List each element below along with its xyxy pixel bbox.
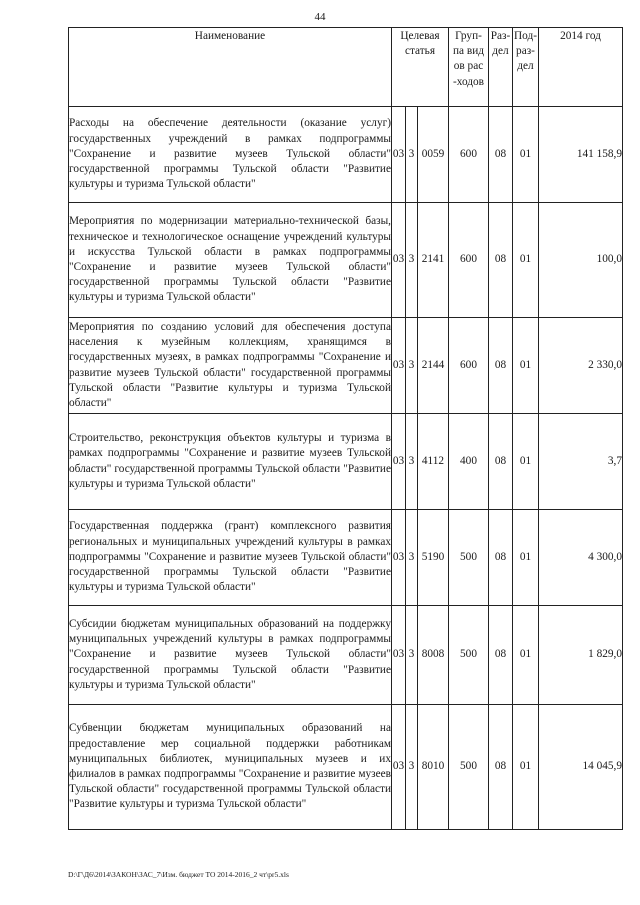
row-name: Расходы на обеспечение деятельности (оказание услуг) государственных учреждений в рамках подпрограммы "Сохранение и развитие музеев Тульской области" государственной программы Тульской области "Развитие культуры и туризма Тульской области" — [69, 107, 392, 203]
row-amount: 100,0 — [539, 203, 623, 318]
row-subsection: 01 — [513, 414, 539, 510]
row-direction-code: 5190 — [418, 510, 449, 606]
header-target-article: Целевая статья — [392, 28, 449, 107]
row-subsection: 01 — [513, 510, 539, 606]
row-subprogram-code: 3 — [406, 414, 418, 510]
row-section: 08 — [489, 107, 513, 203]
row-amount: 2 330,0 — [539, 318, 623, 414]
row-name: Субвенции бюджетам муниципальных образований на предоставление мер социальной поддержки работникам муниципальных библиотек, муниципальных музеев и их филиалов в рамках подпрограммы "Сохранение и развитие музеев Тульской области" государственной программы Тульской области "Развитие культуры и туризма Тульской области" — [69, 705, 392, 830]
table-row — [69, 705, 623, 830]
row-program-code: 03 — [392, 318, 406, 414]
row-expense-group: 600 — [449, 107, 489, 203]
header-expense-group: Груп-па видов рас-ходов — [449, 28, 489, 107]
row-expense-group: 600 — [449, 318, 489, 414]
row-direction-code: 8010 — [418, 705, 449, 830]
row-expense-group: 500 — [449, 510, 489, 606]
row-program-code: 03 — [392, 705, 406, 830]
row-subsection: 01 — [513, 107, 539, 203]
row-section: 08 — [489, 510, 513, 606]
row-subsection: 01 — [513, 705, 539, 830]
row-program-code: 03 — [392, 510, 406, 606]
row-section: 08 — [489, 705, 513, 830]
row-subsection: 01 — [513, 606, 539, 705]
row-section: 08 — [489, 318, 513, 414]
row-program-code: 03 — [392, 414, 406, 510]
row-amount: 141 158,9 — [539, 107, 623, 203]
row-expense-group: 500 — [449, 606, 489, 705]
row-direction-code: 0059 — [418, 107, 449, 203]
row-direction-code: 2144 — [418, 318, 449, 414]
table-row — [69, 318, 623, 414]
row-name: Субсидии бюджетам муниципальных образований на поддержку муниципальных учреждений культуры в рамках подпрограммы "Сохранение и развитие музеев Тульской области" государственной программы Тульской области "Развитие культуры и туризма Тульской области" — [69, 606, 392, 705]
row-direction-code: 8008 — [418, 606, 449, 705]
row-program-code: 03 — [392, 606, 406, 705]
row-expense-group: 500 — [449, 705, 489, 830]
row-name: Мероприятия по модернизации материально-технической базы, техническое и технологическое оснащение учреждений культуры и искусства Тульской области в рамках подпрограммы "Сохранение и развитие музеев Тульской области" государственной программы Тульской области "Развитие культуры и туризма Тульской области" — [69, 203, 392, 318]
row-subprogram-code: 3 — [406, 318, 418, 414]
table-row — [69, 606, 623, 705]
page-number: 44 — [314, 11, 326, 23]
table-header — [69, 28, 623, 107]
budget-table — [68, 27, 623, 830]
row-subprogram-code: 3 — [406, 510, 418, 606]
table-row — [69, 414, 623, 510]
row-subprogram-code: 3 — [406, 606, 418, 705]
header-name: Наименование — [69, 28, 392, 107]
row-subprogram-code: 3 — [406, 107, 418, 203]
row-subprogram-code: 3 — [406, 203, 418, 318]
row-section: 08 — [489, 606, 513, 705]
row-amount: 3,7 — [539, 414, 623, 510]
header-year: 2014 год — [539, 28, 623, 107]
row-amount: 1 829,0 — [539, 606, 623, 705]
row-expense-group: 600 — [449, 203, 489, 318]
header-subsection: Под-раз-дел — [513, 28, 539, 107]
row-amount: 14 045,9 — [539, 705, 623, 830]
row-section: 08 — [489, 203, 513, 318]
row-subsection: 01 — [513, 203, 539, 318]
row-name: Строительство, реконструкция объектов культуры и туризма в рамках подпрограммы "Сохранение и развитие музеев Тульской области" государственной программы Тульской области "Развитие культуры и туризма Тульской области" — [69, 414, 392, 510]
table-row — [69, 510, 623, 606]
row-amount: 4 300,0 — [539, 510, 623, 606]
row-section: 08 — [489, 414, 513, 510]
table-row — [69, 107, 623, 203]
row-direction-code: 2141 — [418, 203, 449, 318]
row-subprogram-code: 3 — [406, 705, 418, 830]
row-program-code: 03 — [392, 203, 406, 318]
row-direction-code: 4112 — [418, 414, 449, 510]
row-expense-group: 400 — [449, 414, 489, 510]
table-body — [69, 107, 623, 830]
row-subsection: 01 — [513, 318, 539, 414]
header-section: Раз-дел — [489, 28, 513, 107]
table-row — [69, 203, 623, 318]
row-program-code: 03 — [392, 107, 406, 203]
footer-file-path: D:\Г\Д6\2014\ЗАКОН\ЗАС_7\Изм. бюджет ТО 2014-2016_2 чт\pr5.xls — [68, 870, 289, 879]
row-name: Государственная поддержка (грант) комплексного развития региональных и муниципальных учреждений культуры в рамках подпрограммы "Сохранение и развитие музеев Тульской области" государственной программы Тульской области "Развитие культуры и туризма Тульской области" — [69, 510, 392, 606]
row-name: Мероприятия по созданию условий для обеспечения доступа населения к музейным коллекциям, хранящимся в государственных музеях, в рамках подпрограммы "Сохранение и развитие музеев Тульской области" государственной программы Тульской области "Развитие культуры и туризма Тульской области" — [69, 318, 392, 414]
